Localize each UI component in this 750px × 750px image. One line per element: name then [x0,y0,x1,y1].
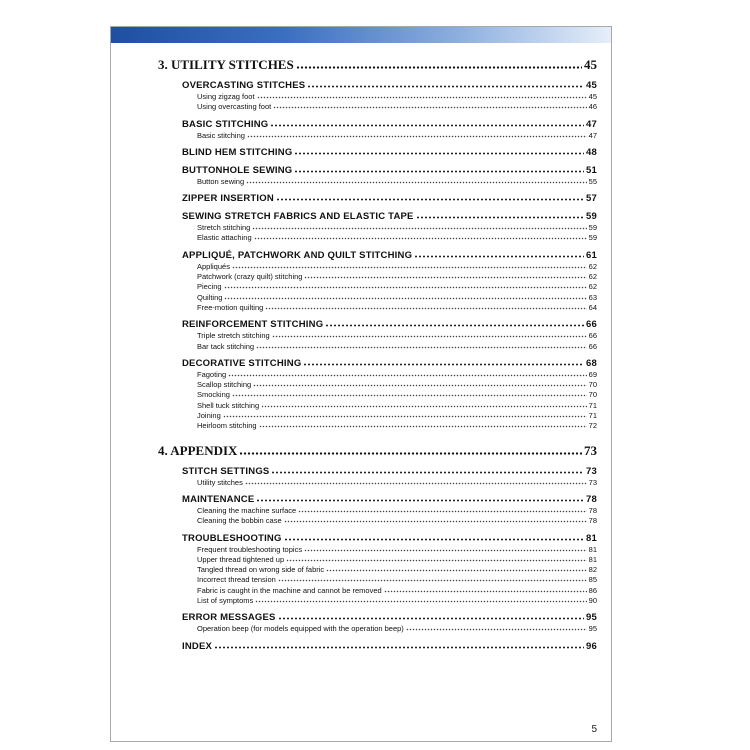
toc-item-title: Piecing [197,282,222,292]
toc-item-page: 66 [588,331,597,341]
toc-item-title: Tangled thread on wrong side of fabric [197,565,325,575]
toc-section-title: ERROR MESSAGES [182,612,276,624]
toc-item-title: Elastic attaching [197,233,252,243]
toc-item-page: 71 [588,411,597,421]
toc-chapter-title: 3. UTILITY STITCHES [158,57,294,72]
dot-leader [270,119,584,127]
toc-item-page: 78 [588,505,597,515]
dot-leader [278,613,584,621]
dot-leader [307,80,584,88]
toc-item-title: Fabric is caught in the machine and cannot be removed [197,585,382,595]
toc-item [158,555,597,565]
dot-leader [256,343,587,349]
toc-section [158,318,597,331]
dot-leader [271,466,584,474]
toc-item [158,272,597,282]
toc-item-title: Patchwork (crazy quilt) stitching [197,272,303,282]
toc-section [158,249,597,262]
toc-item [158,380,597,390]
toc-section [158,493,597,506]
toc-section-page: 81 [586,532,597,544]
toc-item [158,411,597,421]
dot-leader [284,517,587,523]
toc-item [158,596,597,606]
dot-leader [247,132,587,138]
toc-section-page: 95 [586,612,597,624]
dot-leader [253,381,586,387]
toc-item-page: 64 [588,302,597,312]
toc-item [158,293,597,303]
toc-item [158,262,597,272]
toc-section [158,146,597,159]
toc-item-page: 72 [588,421,597,431]
toc-section [158,192,597,205]
toc-item-title: Fagoting [197,369,227,379]
manual-page [110,26,612,742]
toc-section-title: ZIPPER INSERTION [182,193,274,205]
toc-item-title: Basic stitching [197,130,245,140]
toc-item-title: Utility stitches [197,477,243,487]
toc-item-title: Free-motion quilting [197,302,264,312]
dot-leader [284,533,584,541]
toc-item-title: Heirloom stitching [197,421,257,431]
dot-leader [286,556,587,562]
toc-item [158,233,597,243]
toc-item-page: 45 [588,92,597,101]
toc-item-title: List of symptoms [197,596,254,606]
toc-section-title: BLIND HEM STITCHING [182,146,293,158]
toc-section-title: INDEX [182,640,213,652]
toc-item-page: 59 [588,233,597,243]
toc-section-page: 51 [586,164,597,176]
toc-item-title: Stretch stitching [197,223,251,233]
toc-chapter-title: 4. APPENDIX [158,442,238,458]
toc-item-title: Joining [197,411,221,421]
dot-leader [304,546,587,552]
toc-item-title: Upper thread tightened up [197,554,285,564]
dot-leader [232,263,587,269]
toc-section-page: 57 [586,193,597,205]
toc-item-page: 81 [588,554,597,564]
toc-section-title: BASIC STITCHING [182,118,269,130]
toc-item-page: 78 [588,516,597,526]
toc-section [158,640,597,653]
toc-item-page: 69 [588,369,597,379]
dot-leader [325,320,584,328]
toc-item-page: 86 [588,585,597,595]
toc-section [158,210,597,223]
toc-item-page: 73 [588,477,597,487]
dot-leader [246,178,587,184]
toc-chapter [158,442,597,460]
dot-leader [294,147,584,155]
toc-section-title: OVERCASTING STITCHES [182,80,306,91]
toc-item-title: Cleaning the machine surface [197,505,297,515]
toc-item-title: Button sewing [197,176,245,186]
toc-item-page: 63 [588,292,597,302]
dot-leader [406,625,587,631]
toc-item-title: Shell tuck stitching [197,400,260,410]
dot-leader [326,566,586,572]
toc-section [158,357,597,370]
dot-leader [252,224,586,230]
dot-leader [298,507,586,513]
toc-section [158,164,597,177]
toc-chapter-page: 73 [584,442,597,458]
toc-section-page: 66 [586,319,597,331]
toc-item-page: 66 [588,341,597,351]
dot-leader [261,402,587,408]
toc-item-title: Operation beep (for models equipped with the operation beep) [197,624,404,634]
toc-item [158,331,597,341]
toc-section-title: REINFORCEMENT STITCHING [182,319,324,331]
toc-item [158,131,597,141]
dot-leader [245,479,587,485]
toc-item-title: Frequent troubleshooting topics [197,544,303,554]
dot-leader [232,391,587,397]
dot-leader [214,641,584,649]
toc-section [158,532,597,545]
toc-section-title: MAINTENANCE [182,493,255,505]
toc-item [158,282,597,292]
toc-section-title: STITCH SETTINGS [182,465,270,477]
toc-item-title: Incorrect thread tension [197,575,276,585]
dot-leader [278,576,587,582]
dot-leader [257,93,587,99]
toc-item-page: 55 [588,176,597,186]
toc-item [158,370,597,380]
toc-item-page: 85 [588,575,597,585]
toc-item-title: Using zigzag foot [197,92,255,101]
toc-item [158,516,597,526]
toc-section-page: 61 [586,249,597,261]
toc-item-page: 47 [588,130,597,140]
toc-section-page: 59 [586,211,597,223]
table-of-contents [158,56,597,653]
dot-leader [259,422,587,428]
toc-item-title: Quilting [197,292,223,302]
toc-item-page: 59 [588,223,597,233]
toc-item-page: 81 [588,544,597,554]
toc-item-page: 62 [588,282,597,292]
dot-leader [254,234,587,240]
toc-item-page: 71 [588,400,597,410]
toc-item-page: 70 [588,380,597,390]
toc-section-page: 48 [586,146,597,158]
toc-item [158,342,597,352]
toc-item [158,102,597,112]
toc-item-title: Appliqués [197,261,230,271]
toc-section [158,465,597,478]
dot-leader [239,444,582,454]
toc-section [158,118,597,131]
toc-item [158,401,597,411]
toc-item [158,478,597,488]
dot-leader [256,494,584,502]
toc-item [158,303,597,313]
toc-section-title: DECORATIVE STITCHING [182,357,302,369]
toc-section [158,79,597,92]
dot-leader [255,597,586,603]
toc-chapter-page: 45 [584,57,597,72]
toc-item [158,506,597,516]
toc-chapter [158,56,597,74]
dot-leader [384,587,587,593]
toc-item [158,575,597,585]
toc-item [158,565,597,575]
toc-section-page: 45 [586,80,597,91]
toc-section-page: 96 [586,640,597,652]
page-number: 5 [591,724,597,735]
toc-item-title: Bar tack stitching [197,341,255,351]
toc-section-page: 47 [586,118,597,130]
toc-section-title: APPLIQUÉ, PATCHWORK AND QUILT STITCHING [182,249,413,261]
dot-leader [276,194,584,202]
toc-item-title: Smocking [197,390,230,400]
toc-item-title: Triple stretch stitching [197,331,270,341]
toc-item [158,92,597,102]
toc-section-page: 73 [586,465,597,477]
toc-item-page: 95 [588,624,597,634]
header-gradient-band [111,27,611,43]
dot-leader [273,103,586,109]
toc-item [158,586,597,596]
dot-leader [296,59,582,69]
dot-leader [224,283,587,289]
dot-leader [265,304,586,310]
dot-leader [414,250,584,258]
toc-item-page: 90 [588,596,597,606]
toc-section-title: SEWING STRETCH FABRICS AND ELASTIC TAPE [182,211,414,223]
dot-leader [294,165,584,173]
toc-item-page: 82 [588,565,597,575]
toc-item-page: 46 [588,102,597,112]
dot-leader [303,358,584,366]
toc-item [158,390,597,400]
toc-item-title: Scallop stitching [197,380,252,390]
toc-item [158,177,597,187]
dot-leader [416,212,584,220]
dot-leader [272,332,587,338]
toc-section-page: 78 [586,493,597,505]
dot-leader [223,412,587,418]
toc-section-title: TROUBLESHOOTING [182,532,282,544]
dot-leader [228,371,586,377]
toc-section-page: 68 [586,357,597,369]
toc-item [158,545,597,555]
toc-item-title: Using overcasting foot [197,102,272,112]
toc-item-page: 62 [588,261,597,271]
toc-item-page: 62 [588,272,597,282]
toc-section-title: BUTTONHOLE SEWING [182,164,293,176]
toc-item [158,223,597,233]
dot-leader [304,273,586,279]
toc-item-page: 70 [588,390,597,400]
toc-item-title: Cleaning the bobbin case [197,516,282,526]
toc-item [158,624,597,634]
toc-item [158,421,597,431]
dot-leader [224,294,586,300]
toc-section [158,611,597,624]
